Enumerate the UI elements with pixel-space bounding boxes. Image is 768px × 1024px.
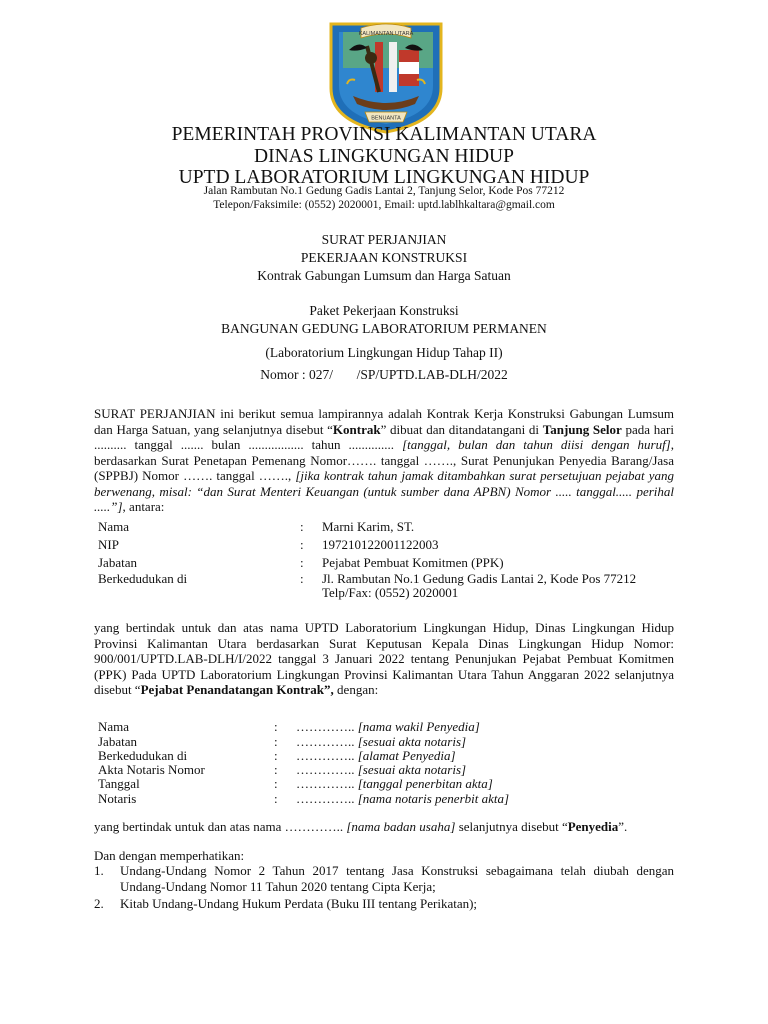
- party2-sep: :: [274, 791, 278, 806]
- header-address: Jalan Rambutan No.1 Gedung Gadis Lantai 2, Tanjung Selor, Kode Pos 77212: [203, 185, 565, 197]
- list-item-number: 2.: [94, 896, 104, 911]
- party2-label: Tanggal: [98, 776, 140, 791]
- package-name: BANGUNAN GEDUNG LABORATORIUM PERMANEN: [221, 321, 547, 336]
- party1-description: yang bertindak untuk dan atas nama UPTD Laboratorium Lingkungan Hidup, Dinas Lingkungan Hidup Provinsi Kalimantan Utara berdasarkan Surat Keputusan Kepala Dinas Lingkungan Hidup Nomor: 900/001/UPTD.LAB-DLH/I/2022 tanggal 3 Januari 2022 tentang Penunjukan Pejabat Pembuat Komitmen (PPK) Pada UPTD Laboratorium Lingkungan Provinsi Kalimantan Utara Tahun Anggaran 2022 selanjutnya disebut “Pejabat Penandatangan Kontrak”, dengan:: [94, 620, 674, 697]
- party1-label-position: Jabatan: [98, 555, 137, 570]
- header-department: DINAS LINGKUNGAN HIDUP: [254, 146, 514, 167]
- logo-banner-top: KALIMANTAN UTARA: [358, 31, 414, 37]
- party2-label: Berkedudukan di: [98, 748, 188, 763]
- party1-value-domicile: Jl. Rambutan No.1 Gedung Gadis Lantai 2, Kode Pos 77212: [322, 571, 637, 586]
- list-item: Kitab Undang-Undang Hukum Perdata (Buku III tentang Perikatan);: [120, 896, 478, 911]
- party1-value-position: Pejabat Pembuat Komitmen (PPK): [322, 555, 504, 570]
- party1-value-name: Marni Karim, ST.: [322, 519, 415, 534]
- header-unit: UPTD LABORATORIUM LINGKUNGAN HIDUP: [178, 167, 590, 188]
- header-contact: Telepon/Faksimile: (0552) 2020001, Email: uptd.lablhkaltara@gmail.com: [213, 199, 555, 211]
- party2-label: Akta Notaris Nomor: [98, 762, 205, 777]
- party2-label: Nama: [98, 719, 130, 734]
- doc-subtitle: PEKERJAAN KONSTRUKSI: [300, 250, 468, 265]
- party2-sep: :: [274, 734, 278, 749]
- intro-paragraph: SURAT PERJANJIAN ini berikut semua lampirannya adalah Kontrak Kerja Konstruksi Gabungan Lumsum dan Harga Satuan, yang selanjutnya disebut “Kontrak” dibuat dan ditandatangani di Tanjung Selor pada hari .......... tanggal ....... bulan ................. tahun .............. [tanggal, bulan dan tahun diisi dengan huruf], berdasarkan Surat Penetapan Pemenang Nomor……. tanggal ……., Surat Penunjukan Penyedia Barang/Jasa (SPPBJ) Nomor ……. tanggal ……., [jika kontrak tahun jamak ditambahkan surat persetujuan pejabat yang berwenang, misal: “dan Surat Menteri Keuangan (untuk sumber dana APBN) Nomor ..... tanggal..... perihal .....”], antara:: [94, 406, 674, 514]
- list-item: Undang-Undang Nomor 2 Tahun 2017 tentang Jasa Konstruksi sebagaimana telah diubah dengan Undang-Undang Nomor 11 Tahun 2020 tentang Cipta Kerja;: [120, 863, 674, 894]
- header-government: PEMERINTAH PROVINSI KALIMANTAN UTARA: [171, 124, 597, 145]
- party1-sep: :: [300, 555, 304, 570]
- party1-sep: :: [300, 519, 304, 534]
- party2-label: Notaris: [98, 791, 137, 806]
- logo-banner-bottom: BENUANTA: [371, 115, 401, 122]
- party1-value-nip: 197210122001122003: [322, 537, 439, 552]
- party2-value: ………….. [sesuai akta notaris]: [296, 762, 467, 777]
- party2-sep: :: [274, 719, 278, 734]
- list-item-number: 1.: [94, 863, 104, 878]
- party1-sep: :: [300, 571, 304, 586]
- party2-value: ………….. [tanggal penerbitan akta]: [296, 776, 493, 791]
- party1-value-phone: Telp/Fax: (0552) 2020001: [322, 585, 459, 600]
- party1-label-domicile: Berkedudukan di: [98, 571, 188, 586]
- package-label: Paket Pekerjaan Konstruksi: [309, 303, 459, 318]
- doc-contract-type: Kontrak Gabungan Lumsum dan Harga Satuan: [257, 268, 511, 283]
- party1-label-name: Nama: [98, 519, 130, 534]
- package-phase: (Laboratorium Lingkungan Hidup Tahap II): [265, 345, 503, 360]
- party2-sep: :: [274, 762, 278, 777]
- coat-of-arms-logo: [327, 18, 445, 134]
- party2-label: Jabatan: [98, 734, 137, 749]
- party1-sep: :: [300, 537, 304, 552]
- party2-value: ………….. [nama notaris penerbit akta]: [296, 791, 510, 806]
- party1-label-nip: NIP: [98, 537, 119, 552]
- party2-description: yang bertindak untuk dan atas nama ………….. [nama badan usaha] selanjutnya disebut “Penyedia”.: [94, 819, 628, 834]
- party2-value: ………….. [alamat Penyedia]: [296, 748, 456, 763]
- party2-value: ………….. [sesuai akta notaris]: [296, 734, 467, 749]
- considering-lead: Dan dengan memperhatikan:: [94, 848, 245, 863]
- party2-sep: :: [274, 748, 278, 763]
- party2-sep: :: [274, 776, 278, 791]
- party2-value: ………….. [nama wakil Penyedia]: [296, 719, 480, 734]
- doc-title: SURAT PERJANJIAN: [321, 232, 447, 247]
- contract-number: Nomor : 027/ /SP/UPTD.LAB-DLH/2022: [260, 367, 508, 382]
